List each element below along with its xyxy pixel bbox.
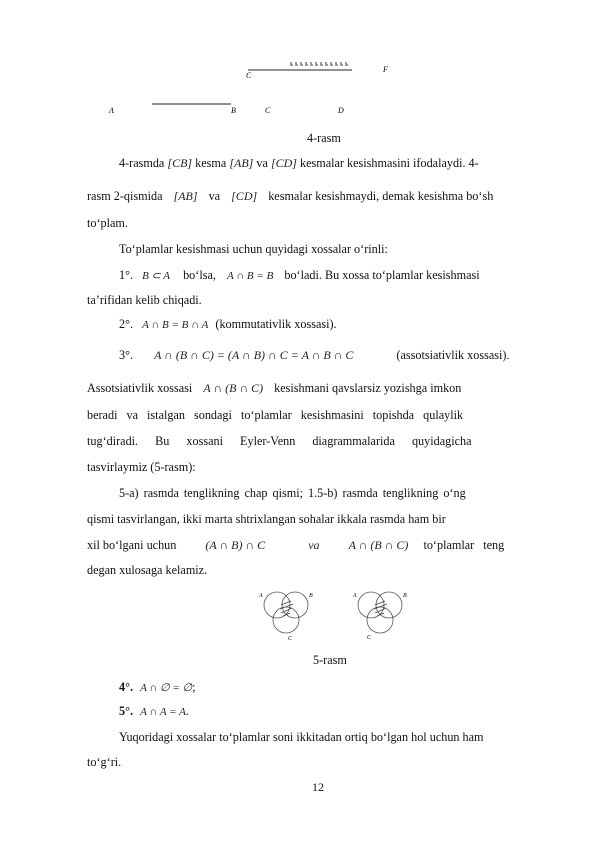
para5-line4: degan xulosaga kelamiz. <box>87 563 208 577</box>
prop-number: 5°. <box>119 704 134 718</box>
text: 4-rasmda <box>119 156 165 170</box>
para1-line1 <box>119 156 479 171</box>
venn-label: C <box>367 635 372 641</box>
prop3-line4: tug‘diradi. Bu xossani Eyler-Venn diagrammalarida quyidagicha <box>87 434 472 448</box>
venn-label: B <box>403 593 407 599</box>
venn-circle-b <box>376 592 402 618</box>
closing-line1: Yuqoridagi xossalar to‘plamlar soni ikkitadan ortiq bo‘lgan hol uchun ham <box>119 730 484 744</box>
para5-line2: qismi tasvirlangan, ikki marta shtrixlangan sohalar ikkala rasmda ham bir <box>87 512 446 526</box>
formula-cb: [CB] <box>167 156 193 170</box>
formula: A ∩ B = B ∩ A <box>142 319 209 331</box>
text: kesishmani qavslarsiz yozishga imkon <box>274 381 462 395</box>
prop-number: 1°. <box>119 268 134 282</box>
formula: A ∩ (B ∩ C) = (A ∩ B) ∩ C = A ∩ B ∩ C <box>154 348 354 362</box>
figure-4-caption: 4-rasm <box>307 131 341 145</box>
label-f-top: F <box>383 65 388 74</box>
figure-5-caption: 5-rasm <box>313 653 347 667</box>
text: kesmalar kesishmasini ifodalaydi. 4- <box>300 156 479 170</box>
figure-4 <box>100 50 420 120</box>
text: va <box>256 156 268 170</box>
text: bo‘ladi. Bu xossa to‘plamlar kesishmasi <box>284 268 480 282</box>
label-c-top: C <box>246 71 252 80</box>
prop3-line2 <box>87 381 461 396</box>
prop1-line2: ta’rifidan kelib chiqadi. <box>87 293 202 307</box>
text: ; <box>192 680 196 694</box>
page-number: 12 <box>312 780 324 794</box>
text: kesmalar kesishmaydi, demak kesishma bo‘sh <box>268 189 494 203</box>
formula: B ⊂ A <box>142 270 171 282</box>
text: (kommutativlik xossasi). <box>215 317 337 331</box>
formula-va: va <box>308 538 320 552</box>
venn-diagram-b <box>352 592 407 641</box>
text: kesma <box>195 156 227 170</box>
para1-line2 <box>87 189 493 204</box>
para1-line3: to‘plam. <box>87 216 128 230</box>
prop4-line <box>119 680 196 695</box>
venn-label: A <box>353 593 357 599</box>
prop3-line1 <box>119 348 510 363</box>
venn-label: C <box>288 636 293 642</box>
intro-line: To‘plamlar kesishmasi uchun quyidagi xossalar o‘rinli: <box>119 242 388 256</box>
formula-ab: [AB] <box>229 156 254 170</box>
formula: A ∩ A = A <box>140 706 186 718</box>
formula-cd-2: [CD] <box>231 189 258 203</box>
para5-line1: 5-a) rasmda tenglikning chap qismi; 1.5-b) rasmda tenglikning o‘ng <box>119 486 466 500</box>
formula: (A ∩ B) ∩ C <box>205 538 266 552</box>
label-b: B <box>231 106 236 115</box>
prop5-line <box>119 704 189 719</box>
prop3-line3: beradi va istalgan sondagi to‘plamlar kesishmasini topishda qulaylik <box>87 408 464 422</box>
text: . <box>185 704 189 718</box>
label-d: D <box>338 106 344 115</box>
closing-line2: to‘g‘ri. <box>87 755 122 769</box>
label-a: A <box>109 106 114 115</box>
venn-label: B <box>309 593 313 599</box>
formula: A ∩ ∅ = ∅ <box>140 682 193 694</box>
text: rasm 2-qismida <box>87 189 163 203</box>
formula: A ∩ B = B <box>226 270 274 282</box>
formula: A ∩ (B ∩ C) <box>203 381 264 395</box>
venn-label: A <box>259 593 263 599</box>
formula-ab-2: [AB] <box>173 189 198 203</box>
prop-number: 2°. <box>119 317 134 331</box>
para5-line3 <box>87 538 504 553</box>
formula: A ∩ (B ∩ C) <box>348 538 409 552</box>
text: Assotsiativlik xossasi <box>87 381 193 395</box>
figure-5 <box>255 583 425 643</box>
prop2-line <box>119 317 337 332</box>
label-c: C <box>265 106 271 115</box>
text: (assotsiativlik xossasi). <box>396 348 510 362</box>
venn-diagram-a <box>258 592 313 642</box>
formula-cd: [CD] <box>270 156 297 170</box>
prop1-line1 <box>119 268 480 283</box>
text: bo‘lsa, <box>183 268 216 282</box>
venn-circle-b <box>282 592 308 618</box>
text: xil bo‘lgani uchun <box>87 538 177 552</box>
text: va <box>208 189 221 203</box>
prop-number: 4°. <box>119 680 134 694</box>
prop3-line5: tasvirlaymiz (5-rasm): <box>87 460 196 474</box>
prop-number: 3°. <box>119 348 134 362</box>
text: to‘plamlar teng <box>423 538 505 552</box>
